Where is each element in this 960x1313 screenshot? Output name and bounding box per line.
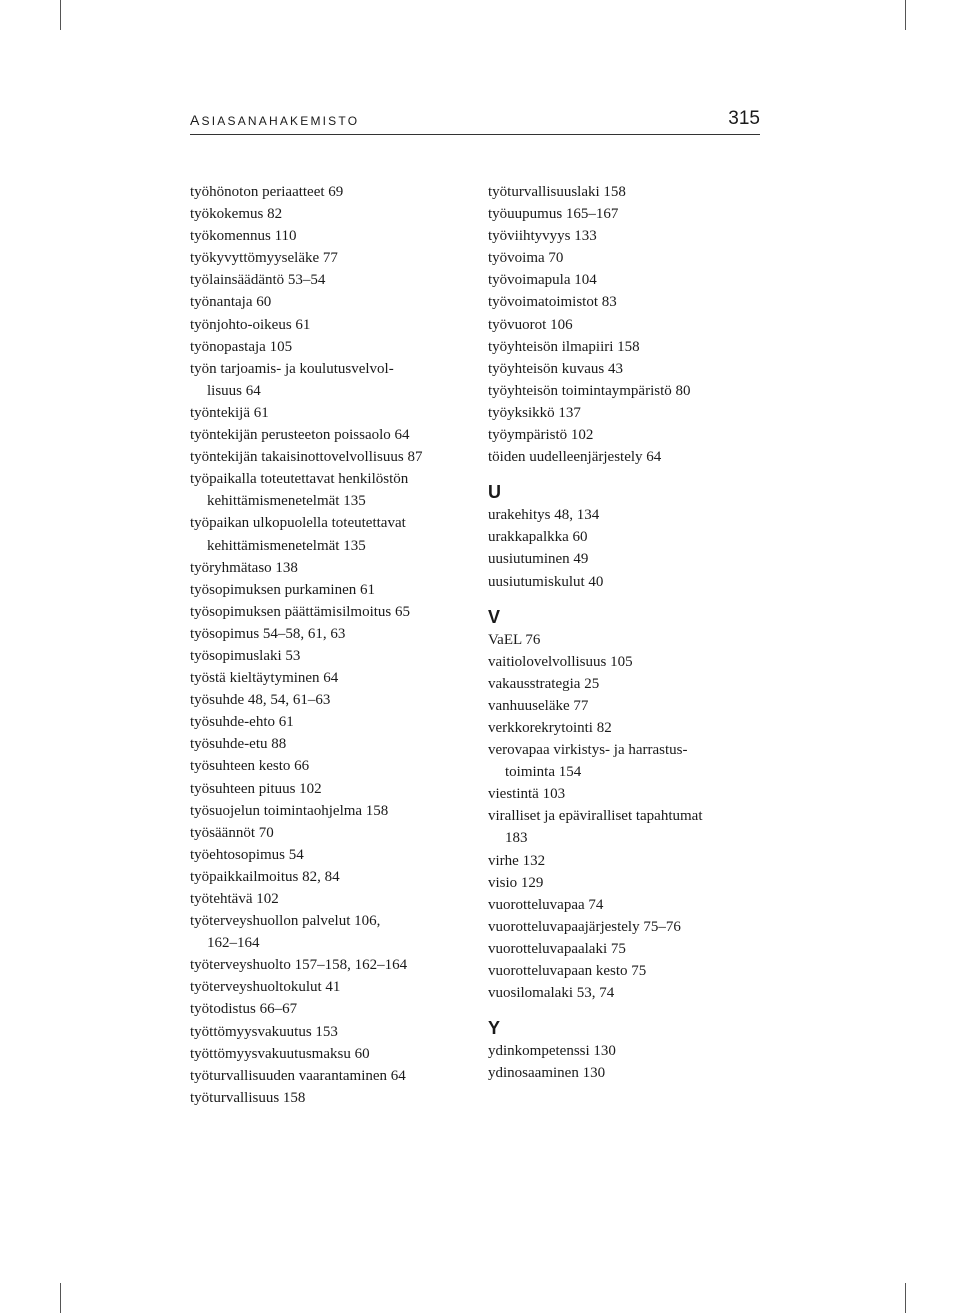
index-entry: työttömyysvakuutusmaksu 60 [190, 1045, 370, 1062]
index-entry: työvoimatoimistot 83 [488, 294, 617, 311]
index-entry: työpaikalla toteutettavat henkilöstön [190, 471, 409, 488]
index-entry: vanhuuseläke 77 [488, 697, 589, 714]
index-entry: työyksikkö 137 [488, 404, 581, 421]
index-entry: visio 129 [488, 874, 544, 891]
index-entry-continuation: kehittämismenetelmät 135 [207, 493, 366, 510]
index-entry: vuorotteluvapaan kesto 75 [488, 963, 647, 979]
index-letter-heading: Y [488, 1018, 501, 1039]
index-entry: työympäristö 102 [488, 427, 594, 444]
index-entry: työnantaja 60 [190, 294, 272, 311]
index-entry: työyhteisön kuvaus 43 [488, 360, 623, 377]
index-entry: virhe 132 [488, 852, 546, 869]
index-column-right [488, 181, 760, 1084]
index-entry: työtodistus 66–67 [190, 1001, 298, 1018]
index-entry: työsopimus 54–58, 61, 63 [190, 625, 346, 642]
index-entry: työsuhteen pituus 102 [190, 780, 322, 797]
index-entry: työsopimuksen päättämisilmoitus 65 [190, 603, 410, 620]
crop-mark [905, 1283, 906, 1313]
running-head: ASIASANAHAKEMISTO [190, 112, 360, 128]
index-entry-continuation: 162–164 [207, 935, 260, 952]
index-entry: työterveyshuollon palvelut 106, [190, 913, 381, 930]
index-entry: työkomennus 110 [190, 228, 297, 245]
crop-mark [60, 1283, 61, 1313]
index-entry: työturvallisuuden vaarantaminen 64 [190, 1067, 406, 1084]
index-entry: työterveyshuoltokulut 41 [190, 979, 341, 996]
index-entry: vuorotteluvapaajärjestely 75–76 [488, 918, 681, 935]
index-entry: työkyvyttömyyseläke 77 [190, 250, 338, 267]
index-entry: työtehtävä 102 [190, 891, 279, 907]
index-entry: työpaikan ulkopuolella toteutettavat [190, 515, 406, 532]
index-entry: työviihtyvyys 133 [488, 228, 597, 245]
index-entry: työsäännöt 70 [190, 824, 274, 841]
index-entry: uusiutumiskulut 40 [488, 573, 604, 590]
index-entry: verovapaa virkistys- ja harrastus- [488, 742, 688, 759]
index-entry: vuorotteluvapaa 74 [488, 896, 604, 913]
index-entry: viestintä 103 [488, 786, 566, 803]
index-entry: työsopimuslaki 53 [190, 647, 301, 664]
index-entry: työryhmätaso 138 [190, 559, 298, 576]
index-entry-continuation: toiminta 154 [505, 764, 582, 781]
index-entry: vaitiolovelvollisuus 105 [488, 653, 633, 670]
index-entry: työlainsäädäntö 53–54 [190, 272, 326, 289]
index-entry: verkkorekrytointi 82 [488, 719, 612, 736]
index-entry: uusiutuminen 49 [488, 551, 589, 568]
index-entry: työhönoton periaatteet 69 [190, 184, 344, 200]
index-entry: työvoima 70 [488, 250, 564, 267]
index-entry: työsopimuksen purkaminen 61 [190, 581, 375, 598]
index-entry: työnjohto-oikeus 61 [190, 316, 311, 333]
index-entry: työntekijän perusteeton poissaolo 64 [190, 427, 410, 444]
index-entry: työpaikkailmoitus 82, 84 [190, 868, 340, 885]
index-entry: työuupumus 165–167 [488, 206, 619, 223]
index-entry: työyhteisön toimintaympäristö 80 [488, 382, 691, 399]
index-entry: työsuhde-etu 88 [190, 736, 287, 753]
index-entry: urakehitys 48, 134 [488, 507, 600, 524]
index-entry: työntekijän takaisinottovelvollisuus 87 [190, 449, 423, 466]
index-entry: vuosilomalaki 53, 74 [488, 985, 615, 1002]
index-entry: vuorotteluvapaalaki 75 [488, 940, 626, 957]
index-entry: urakkapalkka 60 [488, 529, 588, 546]
index-entry: työsuhde 48, 54, 61–63 [190, 692, 331, 709]
page-number: 315 [728, 108, 760, 129]
index-entry: työsuhde-ehto 61 [190, 714, 294, 731]
crop-mark [905, 0, 906, 30]
index-entry: työstä kieltäytyminen 64 [190, 670, 339, 687]
crop-mark [60, 0, 61, 30]
index-entry: työvoimapula 104 [488, 272, 597, 289]
index-entry: työttömyysvakuutus 153 [190, 1023, 338, 1040]
index-entry: työnopastaja 105 [190, 338, 293, 355]
index-entry: työn tarjoamis- ja koulutusvelvol- [190, 360, 394, 377]
index-entry: viralliset ja epäviralliset tapahtumat [488, 808, 703, 825]
index-entry: ydinkompetenssi 130 [488, 1043, 616, 1060]
index-entry-continuation: kehittämismenetelmät 135 [207, 537, 366, 554]
index-letter-heading: U [488, 482, 501, 503]
index-entry: työvuorot 106 [488, 316, 573, 333]
index-entry: vakausstrategia 25 [488, 675, 600, 692]
index-entry: töiden uudelleenjärjestely 64 [488, 449, 662, 466]
index-entry: työntekijä 61 [190, 404, 269, 421]
index-entry: työehtosopimus 54 [190, 846, 304, 863]
index-column-left [190, 181, 460, 1109]
index-entry: ydinosaaminen 130 [488, 1065, 606, 1082]
index-entry: työkokemus 82 [190, 206, 283, 223]
index-entry: työsuojelun toimintaohjelma 158 [190, 802, 389, 819]
index-entry: työturvallisuus 158 [190, 1089, 306, 1106]
index-entry: työyhteisön ilmapiiri 158 [488, 338, 640, 355]
index-entry: työturvallisuuslaki 158 [488, 184, 626, 200]
page-header [190, 108, 760, 135]
index-entry-continuation: lisuus 64 [207, 382, 261, 399]
index-entry-continuation: 183 [505, 830, 528, 847]
index-entry: VaEL 76 [488, 631, 541, 648]
index-entry: työsuhteen kesto 66 [190, 758, 310, 775]
index-letter-heading: V [488, 606, 501, 627]
index-entry: työterveyshuolto 157–158, 162–164 [190, 957, 408, 974]
